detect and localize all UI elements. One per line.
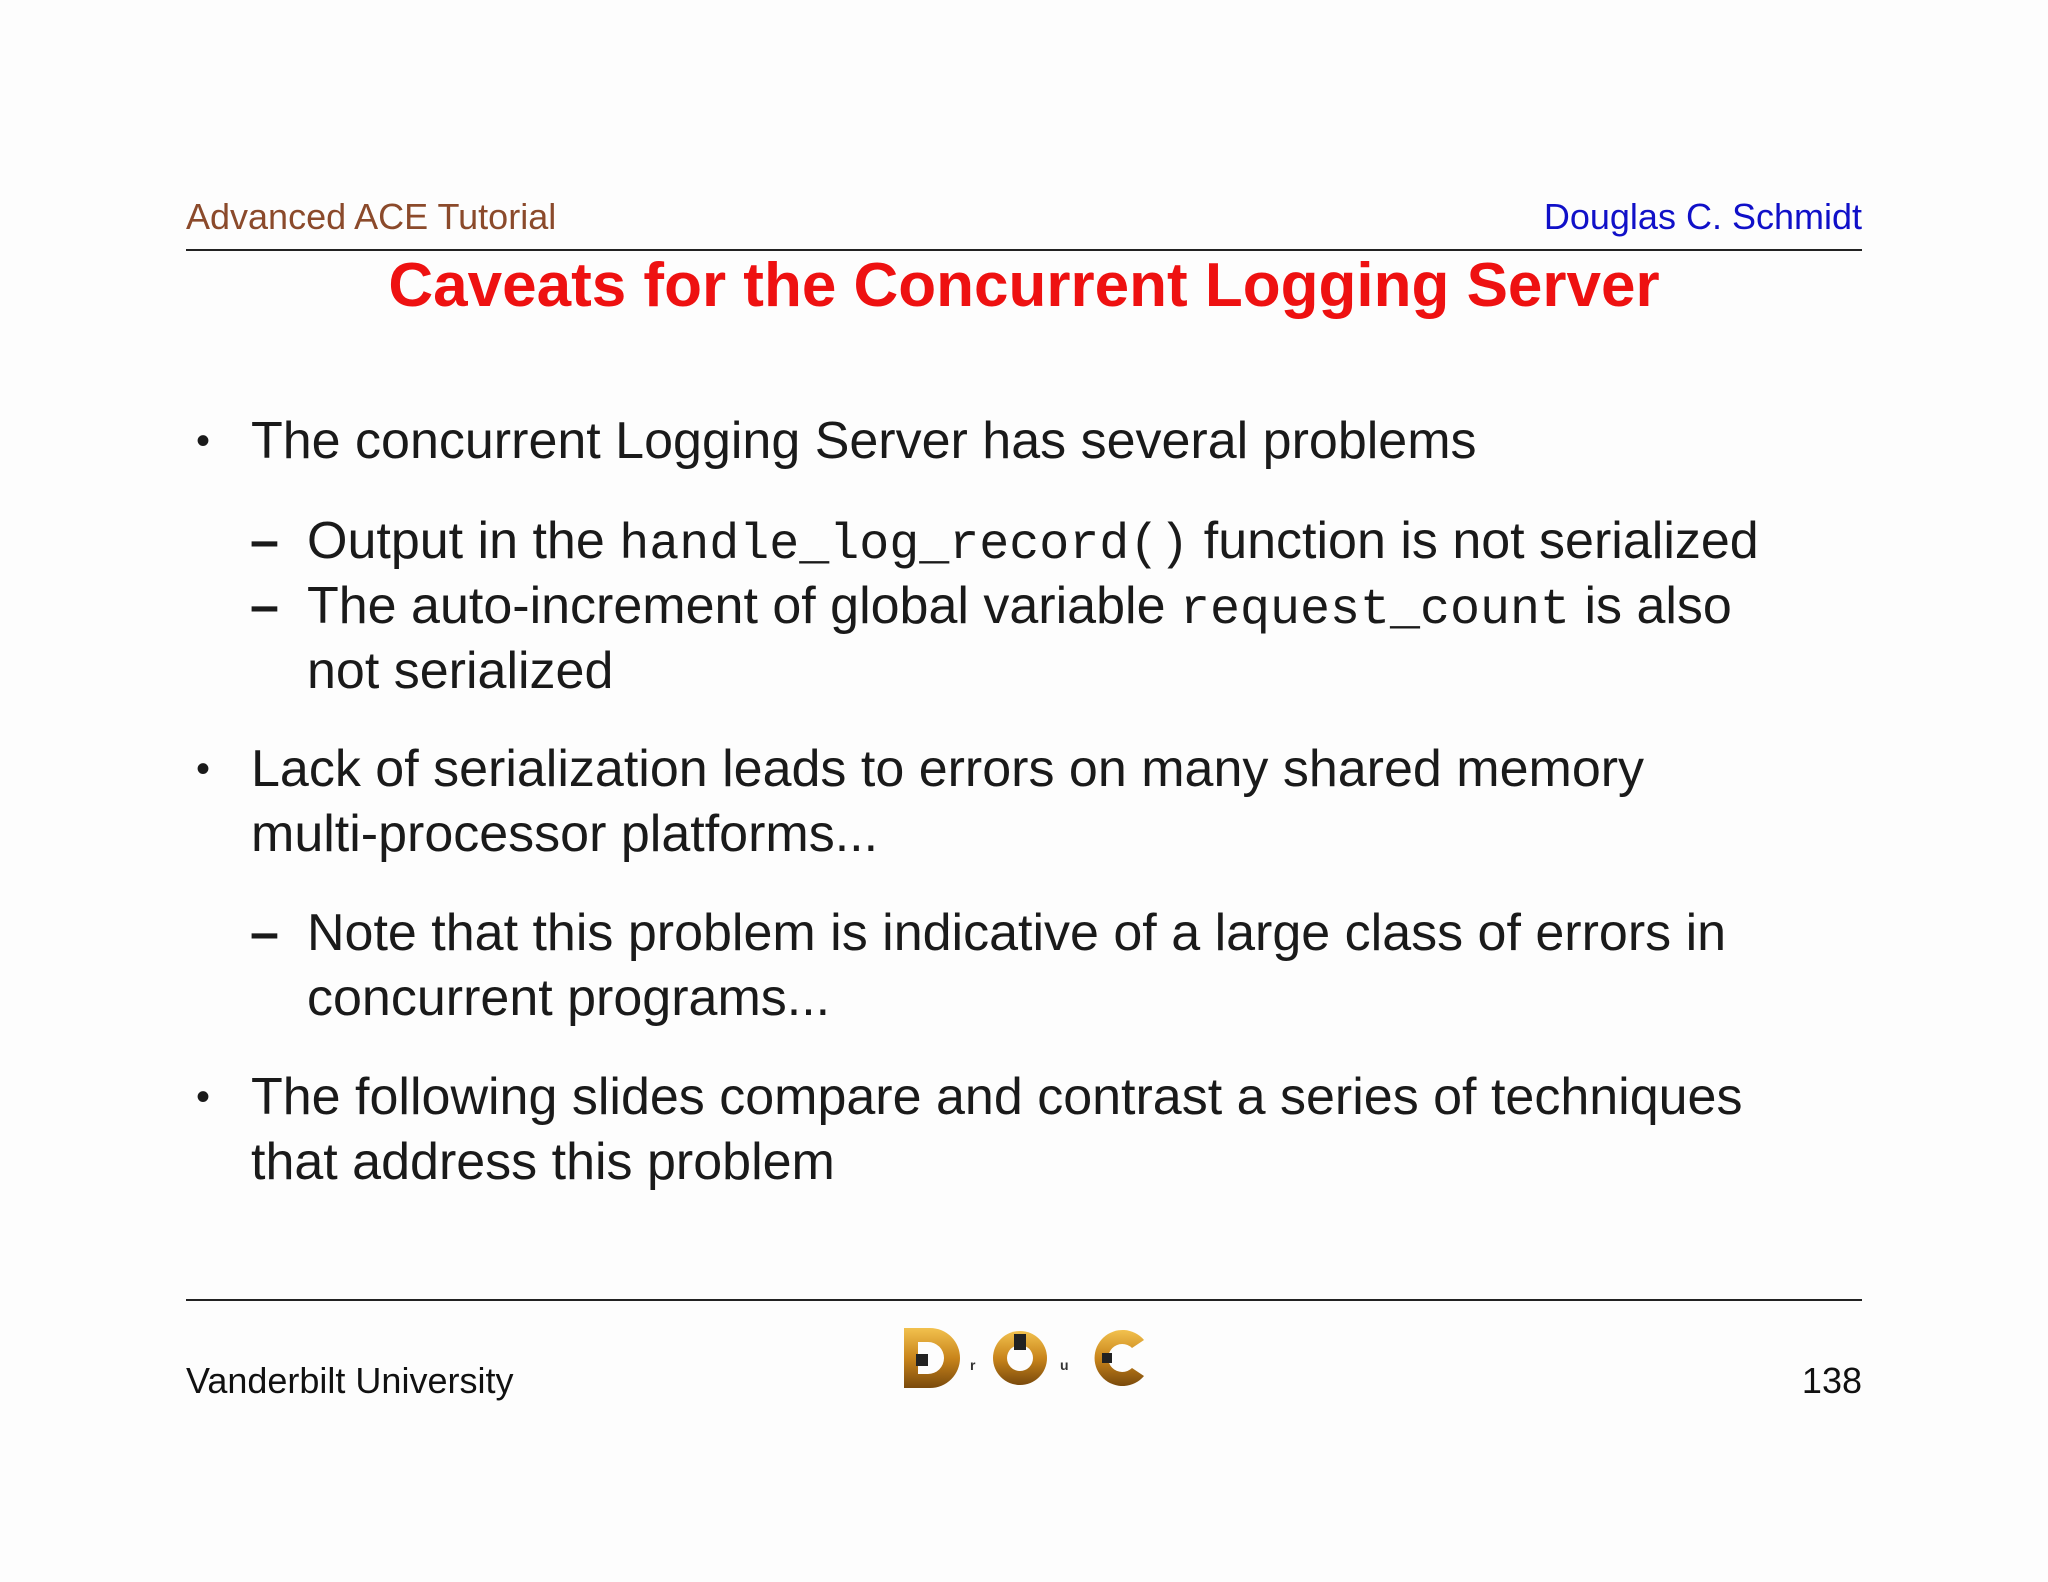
bullet-text: that address this problem [251,1133,835,1191]
svg-text:u: u [1060,1357,1069,1373]
dash-icon: – [250,904,279,962]
sub-text-pre: Output in the [307,512,620,570]
code-snippet: handle_log_record() [619,517,1190,574]
sub-bullet-text: Note that this problem is indicative of a large class of errors in [307,904,1727,962]
bullet-text: The concurrent Logging Server has several problems [251,412,1477,470]
sub-bullet-text [307,509,1759,578]
dash-icon: – [250,577,279,635]
footer-institution: Vanderbilt University [186,1360,514,1401]
svg-text:r: r [970,1357,976,1373]
sub-text-pre: The auto-increment of global variable [307,577,1180,635]
footer-rule [186,1299,1862,1301]
sub-bullet-text: concurrent programs... [307,969,831,1027]
bullet-text: Lack of serialization leads to errors on many shared memory [251,740,1645,798]
bullet-dot-icon: • [196,1075,211,1119]
bullet-text: multi-processor platforms... [251,805,879,863]
header-course-title: Advanced ACE Tutorial [186,196,557,237]
slide-title: Caveats for the Concurrent Logging Server [388,251,1660,320]
code-snippet: request_count [1179,582,1571,639]
doc-group-logo-icon [900,1322,1150,1394]
bullet-text: The following slides compare and contrast a series of techniques [251,1068,1743,1126]
sub-bullet-text [307,574,1732,643]
sub-text-post: function is not serialized [1189,512,1759,570]
header-author: Douglas C. Schmidt [1543,196,1862,237]
sub-bullet-text: not serialized [307,642,614,700]
bullet-dot-icon: • [196,419,211,463]
page-number: 138 [1801,1360,1862,1401]
sub-text-post: is also [1570,577,1732,635]
bullet-dot-icon: • [196,747,211,791]
dash-icon: – [250,512,279,570]
